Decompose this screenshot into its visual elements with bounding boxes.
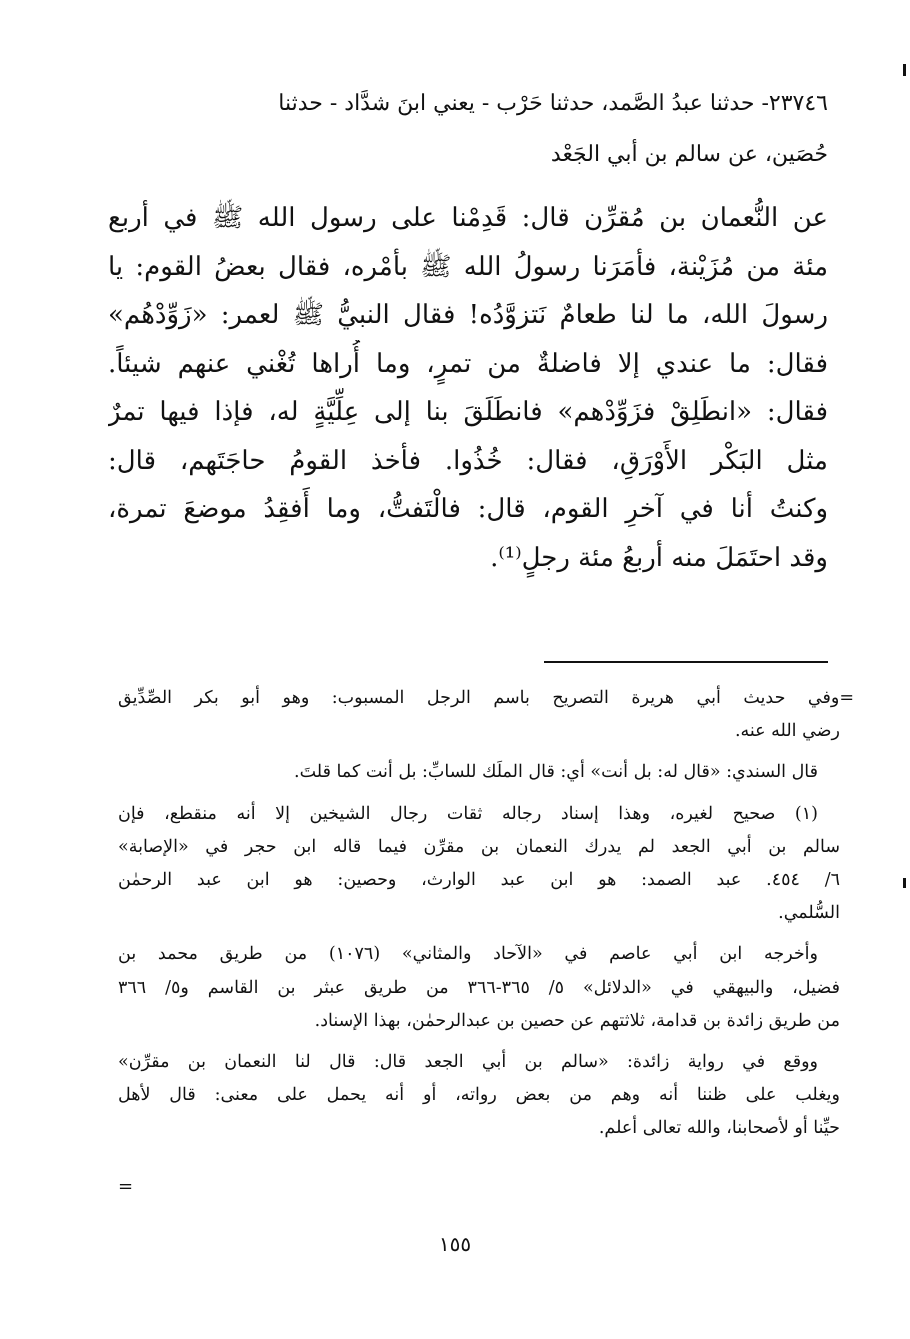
footnote-line: من طريق زائدة بن قدامة، ثلاثتهم عن حصين بن عبدالرحمٰن، بهذا الإسناد. bbox=[314, 1010, 840, 1031]
footnote-1 bbox=[118, 798, 840, 931]
scan-edge-mark bbox=[903, 64, 906, 76]
footnote-line: قال السندي: «قال له: بل أنت» أي: قال الملَك للسابِّ: بل أنت كما قلتَ. bbox=[294, 762, 818, 783]
footnote-sindi bbox=[118, 756, 840, 789]
page-number: ١٥٥ bbox=[438, 1232, 472, 1256]
hadith-matn bbox=[108, 194, 828, 582]
footnote-line: ويغلب على ظننا أنه وهم من بعض رواته، أو أنه يحمل على معنى: قال لأهل bbox=[118, 1085, 840, 1106]
footnote-line: حيِّنا أو لأصحابنا، والله تعالى أعلم. bbox=[598, 1118, 840, 1139]
matn-line: وكنتُ أنا في آخرِ القوم، قال: فالْتَفتُّ، وما أَفقِدُ موضعَ تمرة، bbox=[108, 494, 828, 524]
footnote-continuation bbox=[118, 682, 854, 748]
footnote-line: سالم بن أبي الجعد لم يدرك النعمان بن مقرِّن فيما قاله ابن حجر في «الإصابة» bbox=[118, 836, 840, 857]
isnad-line: ٢٣٧٤٦- حدثنا عبدُ الصَّمد، حدثنا حَرْب - يعني ابنَ شدَّاد - حدثنا bbox=[278, 91, 828, 116]
matn-line: عن النُّعمان بن مُقرِّن قال: قَدِمْنا على رسول الله ﷺ في أربع bbox=[108, 203, 828, 233]
footnote-line: ووقع في رواية زائدة: «سالم بن أبي الجعد قال: قال لنا النعمان بن مقرِّن» bbox=[118, 1052, 818, 1073]
matn-line: مثل البَكْر الأَوْرَقِ، فقال: خُذُوا. فأخذ القومُ حاجَتَهم، قال: bbox=[108, 445, 828, 476]
matn-line: رسولَ الله، ما لنا طعامٌ نَتزوَّدُه! فقال النبيُّ ﷺ لعمر: «زَوِّدْهُم» bbox=[108, 300, 828, 330]
footnotes bbox=[118, 682, 854, 1154]
continuation-mark: = bbox=[118, 1176, 134, 1197]
footnote-separator bbox=[544, 661, 828, 663]
isnad-line: حُصَين، عن سالم بن أبي الجَعْد bbox=[550, 142, 828, 167]
footnote-line: فضيل، والبيهقي في «الدلائل» ٥/ ٣٦٥-٣٦٦ من طريق عبثر بن القاسم و٥/ ٣٦٦ bbox=[118, 977, 840, 998]
footnote-line: السُّلمي. bbox=[778, 903, 840, 924]
matn-line: وقد احتَمَلَ منه أربعُ مئة رجلٍ⁽¹⁾. bbox=[490, 542, 828, 573]
footnote-line: ٦/ ٤٥٤. عبد الصمد: هو ابن عبد الوارث، وحصين: هو ابن عبد الرحمٰن bbox=[118, 870, 840, 891]
footnote-line: رضي الله عنه. bbox=[734, 721, 840, 742]
footnote-line: (١) صحيح لغيره، وهذا إسناد رجاله ثقات رجال الشيخين إلا أنه منقطع، فإن bbox=[118, 803, 818, 824]
footnote-riwaya bbox=[118, 1046, 840, 1146]
footnote-line: =وفي حديث أبي هريرة التصريح باسم الرجل المسبوب: وهو أبو بكر الصِّدِّيق bbox=[118, 688, 854, 708]
hadith-isnad bbox=[108, 78, 828, 180]
footnote-takhrij bbox=[118, 938, 840, 1038]
matn-line: مئة من مُزَيْنة، فأمَرَنا رسولُ الله ﷺ بأمْره، فقال بعضُ القوم: يا bbox=[108, 251, 828, 282]
hadith-main-text bbox=[108, 78, 828, 582]
matn-line: فقال: «انطَلِقْ فزَوِّدْهم» فانطَلَقَ بنا إلى عِلِّيَّةٍ له، فإذا فيها تمرٌ bbox=[108, 397, 828, 427]
footnote-line: وأخرجه ابن أبي عاصم في «الآحاد والمثاني» (١٠٧٦) من طريق محمد بن bbox=[118, 944, 818, 965]
matn-line: فقال: ما عندي إلا فاضلةٌ من تمرٍ، وما أُراها تُغْني عنهم شيئاً. bbox=[108, 348, 828, 379]
scan-edge-mark bbox=[903, 878, 906, 888]
